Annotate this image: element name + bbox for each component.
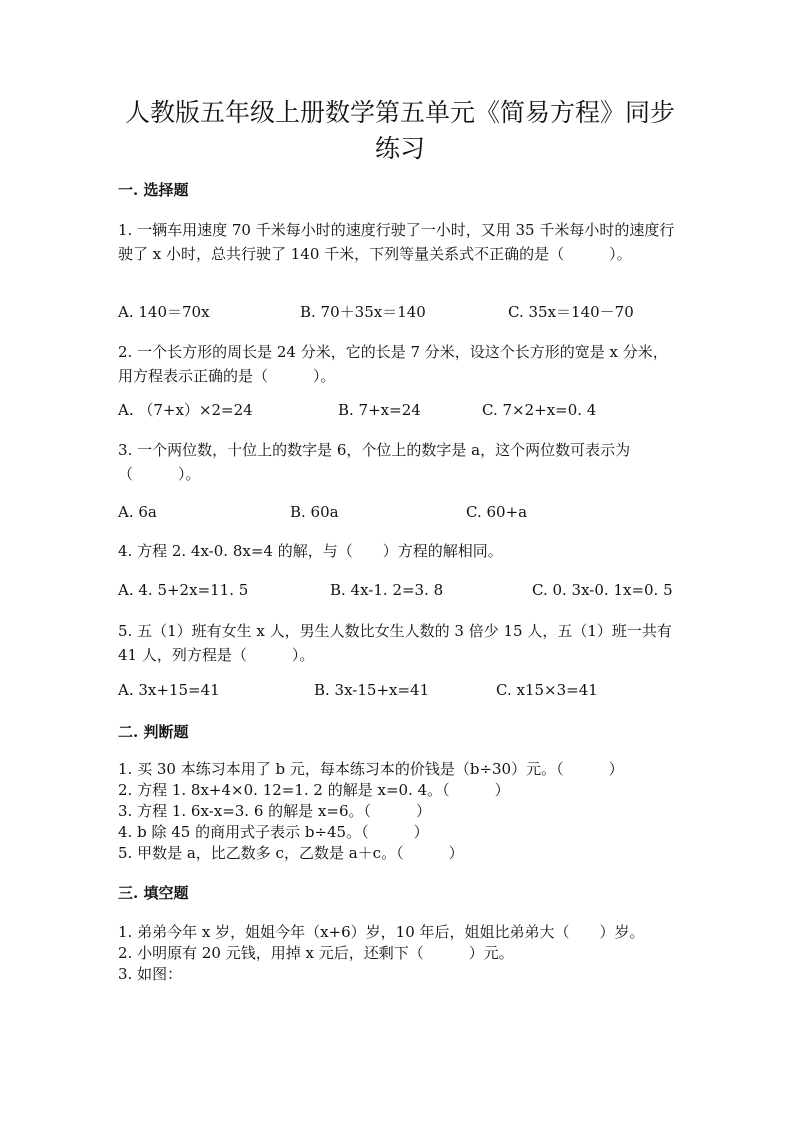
fill-blank-item-3: 3. 如图：	[118, 965, 183, 983]
fill-blank-list	[118, 922, 718, 985]
judgement-item-5: 5. 甲数是 a，比乙数多 c，乙数是 a＋c。（ ）	[118, 844, 464, 862]
option-c[interactable]: C. 60+a	[466, 503, 528, 521]
page-title	[100, 95, 700, 167]
option-a[interactable]: A. 3x+15=41	[118, 681, 220, 699]
choice-options-5	[118, 678, 718, 702]
choice-options-2	[118, 398, 718, 422]
option-b[interactable]: B. 7+x=24	[338, 401, 421, 419]
choice-options-1	[118, 300, 718, 324]
judgement-item-2: 2. 方程 1. 8x+4×0. 12=1. 2 的解是 x=0. 4。（ ）	[118, 781, 510, 799]
fill-blank-item-1: 1. 弟弟今年 x 岁，姐姐今年（x+6）岁，10 年后，姐姐比弟弟大（ ）岁。	[118, 923, 645, 941]
option-b[interactable]: B. 60a	[290, 503, 339, 521]
option-a[interactable]: A. 6a	[118, 503, 157, 521]
choice-question-2: 2. 一个长方形的周长是 24 分米，它的长是 7 分米，设这个长方形的宽是 x 分米，用方程表示正确的是（ ）。	[118, 343, 668, 385]
fill-blank-item-2: 2. 小明原有 20 元钱，用掉 x 元后，还剩下（ ）元。	[118, 944, 514, 962]
judgement-item-3: 3. 方程 1. 6x-x=3. 6 的解是 x=6。（ ）	[118, 802, 431, 820]
choice-question-1: 1. 一辆车用速度 70 千米每小时的速度行驶了一小时，又用 35 千米每小时的速度行驶了 x 小时，总共行驶了 140 千米，下列等量关系式不正确的是（ ）。	[118, 221, 675, 263]
choice-options-3	[118, 500, 718, 524]
option-c[interactable]: C. x15×3=41	[496, 681, 598, 699]
option-a[interactable]: A. 140＝70x	[118, 303, 210, 321]
page-title-line-1: 人教版五年级上册数学第五单元《简易方程》同步	[124, 98, 675, 127]
option-b[interactable]: B. 4x-1. 2=3. 8	[330, 581, 444, 599]
section-heading-judgement: 二. 判断题	[118, 723, 189, 741]
option-a[interactable]: A. （7+x）×2=24	[118, 401, 253, 419]
section-heading-fill-blank: 三. 填空题	[118, 884, 189, 902]
choice-question-3: 3. 一个两位数，十位上的数字是 6，个位上的数字是 a，这个两位数可表示为（ ）。	[118, 441, 631, 483]
judgement-item-1: 1. 买 30 本练习本用了 b 元，每本练习本的价钱是（b÷30）元。（ ）	[118, 760, 624, 778]
option-c[interactable]: C. 0. 3x-0. 1x=0. 5	[532, 581, 673, 599]
choice-options-4	[118, 578, 718, 602]
option-c[interactable]: C. 7×2+x=0. 4	[482, 401, 597, 419]
choice-question-4: 4. 方程 2. 4x-0. 8x=4 的解，与（ ）方程的解相同。	[118, 542, 503, 560]
choice-question-5: 5. 五（1）班有女生 x 人，男生人数比女生人数的 3 倍少 15 人，五（1）班一共有 41 人，列方程是（ ）。	[118, 622, 672, 664]
option-c[interactable]: C. 35x＝140－70	[508, 303, 634, 321]
page-title-line-2: 练习	[374, 134, 425, 163]
judgement-list	[118, 759, 718, 864]
option-b[interactable]: B. 3x-15+x=41	[314, 681, 430, 699]
option-b[interactable]: B. 70＋35x＝140	[300, 303, 426, 321]
option-a[interactable]: A. 4. 5+2x=11. 5	[118, 581, 249, 599]
section-heading-choice: 一. 选择题	[118, 181, 189, 199]
judgement-item-4: 4. b 除 45 的商用式子表示 b÷45。（ ）	[118, 823, 429, 841]
